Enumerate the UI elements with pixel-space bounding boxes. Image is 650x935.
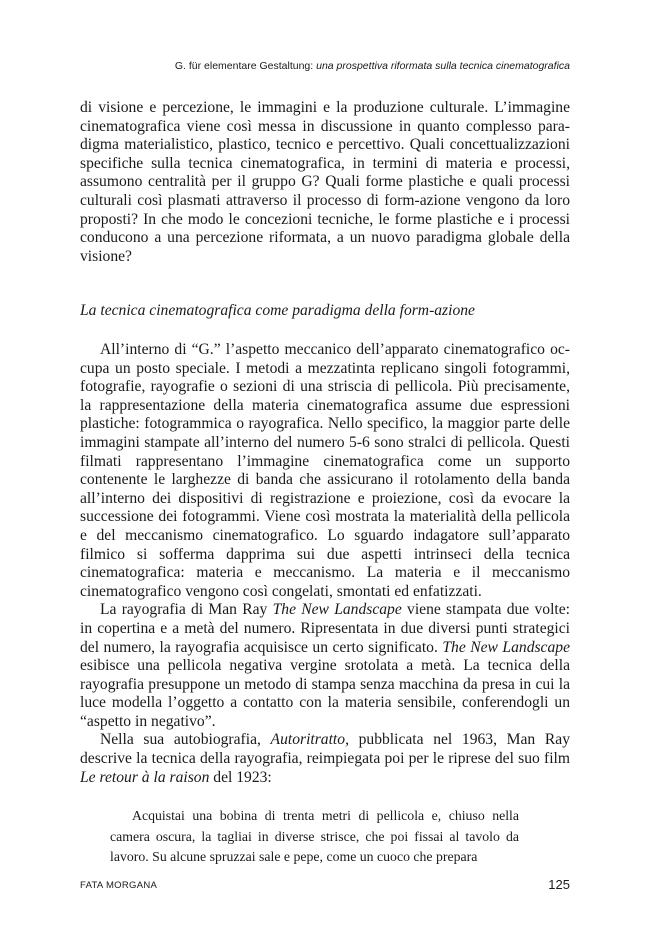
paragraph-3-text-a: Nella sua autobiografia,	[100, 731, 271, 749]
block-quote-text: Acquistai una bobina di trenta metri di pellicola e, chiuso nella camera oscura, la tagliai in diverse strisce, che poi fissai al tavolo da lavoro. Su alcune spruzzai sale e pepe, come un cuoco che prepara	[110, 808, 519, 864]
book-title: Autoritratto	[270, 731, 346, 749]
body-paragraph-1: All’interno di “G.” l’aspetto meccanico dell’apparato cinematografico occupa un posto speciale. I metodi a mezzatinta replicano singoli fotogrammi, fotografie, rayografie o sezioni di una striscia di pellicola. Più precisamente, la rappresentazione della materia cinematografica assume due espressioni plastiche: fotogrammica o rayografica. Nello specifico, la maggior parte delle immagini stampate all’interno del numero 5-6 sono stralci di pellicola. Questi filmati rappresentano l’immagine cinematografica come un supporto contenente le larghezze di banda che assicurano il rotolamento della banda all’interno dei dispositivi di registrazione e proiezione, così da evocare la successione dei fotogrammi. Viene così mostrata la materialità della pellicola e del meccanismo cinematografico. Lo sguardo indagatore sull’apparato filmico si sofferma dapprima sui due aspetti intrinseci della tecnica cinematografica: materia e meccanismo. La materia e il meccanismo cinematografico vengono così congelati, smontati ed enfatizzati.	[80, 341, 570, 600]
body-text	[80, 341, 570, 787]
artwork-title: The New Landscape	[442, 638, 570, 656]
block-quote	[110, 806, 519, 868]
paragraph-2-text-b: viene stampata due volte: in copertina e a metà del numero. Ripresentata in due diversi punti strategici del numero, la rayografia acquisisce un certo significato.	[80, 601, 570, 656]
section-heading: La tecnica cinematografica come paradigma della form-azione	[80, 302, 475, 319]
intro-paragraph-block	[80, 99, 570, 266]
artwork-title: The New Landscape	[272, 601, 402, 619]
body-paragraph-3	[80, 731, 570, 787]
intro-paragraph: di visione e percezione, le immagini e la produzione culturale. L’immagine cinematografica viene così messa in discussione in quanto complesso paradigma materialistico, plastico, tecnico e percettivo. Quali concettualizzazioni specifiche sulla tecnica cinematografica, in termini di materia e processi, assumono centralità per il gruppo G? Quali forme plastiche e quali processi culturali così plasmati attraverso il processo di form-azione vengono da loro proposti? In che modo le concezioni tecniche, le forme plastiche e i processi conducono a una percezione riformata, a un nuovo paradigma globale della visione?	[80, 99, 570, 265]
paragraph-2-text-a: La rayografia di Man Ray	[100, 601, 273, 619]
film-title: Le retour à la raison	[80, 768, 210, 786]
page-number: 125	[548, 877, 570, 892]
footer-journal-name: FATA MORGANA	[80, 880, 158, 891]
running-header-title: G. für elementare Gestaltung:	[174, 60, 317, 72]
body-paragraph-2	[80, 601, 570, 731]
paragraph-2-text-c: esibisce una pellicola negativa vergine srotolata a metà. La tecnica della rayografia presuppone un metodo di stampa senza macchina da presa in cui la luce modella l’oggetto a contatto con la materia sensibile, conferendogli un “aspetto in negativo”.	[80, 657, 570, 730]
paragraph-3-text-c: del 1923:	[209, 768, 272, 786]
running-header-subtitle: una prospettiva riformata sulla tecnica cinematografica	[316, 60, 570, 72]
running-header	[80, 60, 570, 73]
paragraph-3-text-b: , pubblicata nel 1963, Man Ray descrive la tecnica della rayografia, reimpiegata poi per le riprese del suo film	[80, 731, 571, 768]
